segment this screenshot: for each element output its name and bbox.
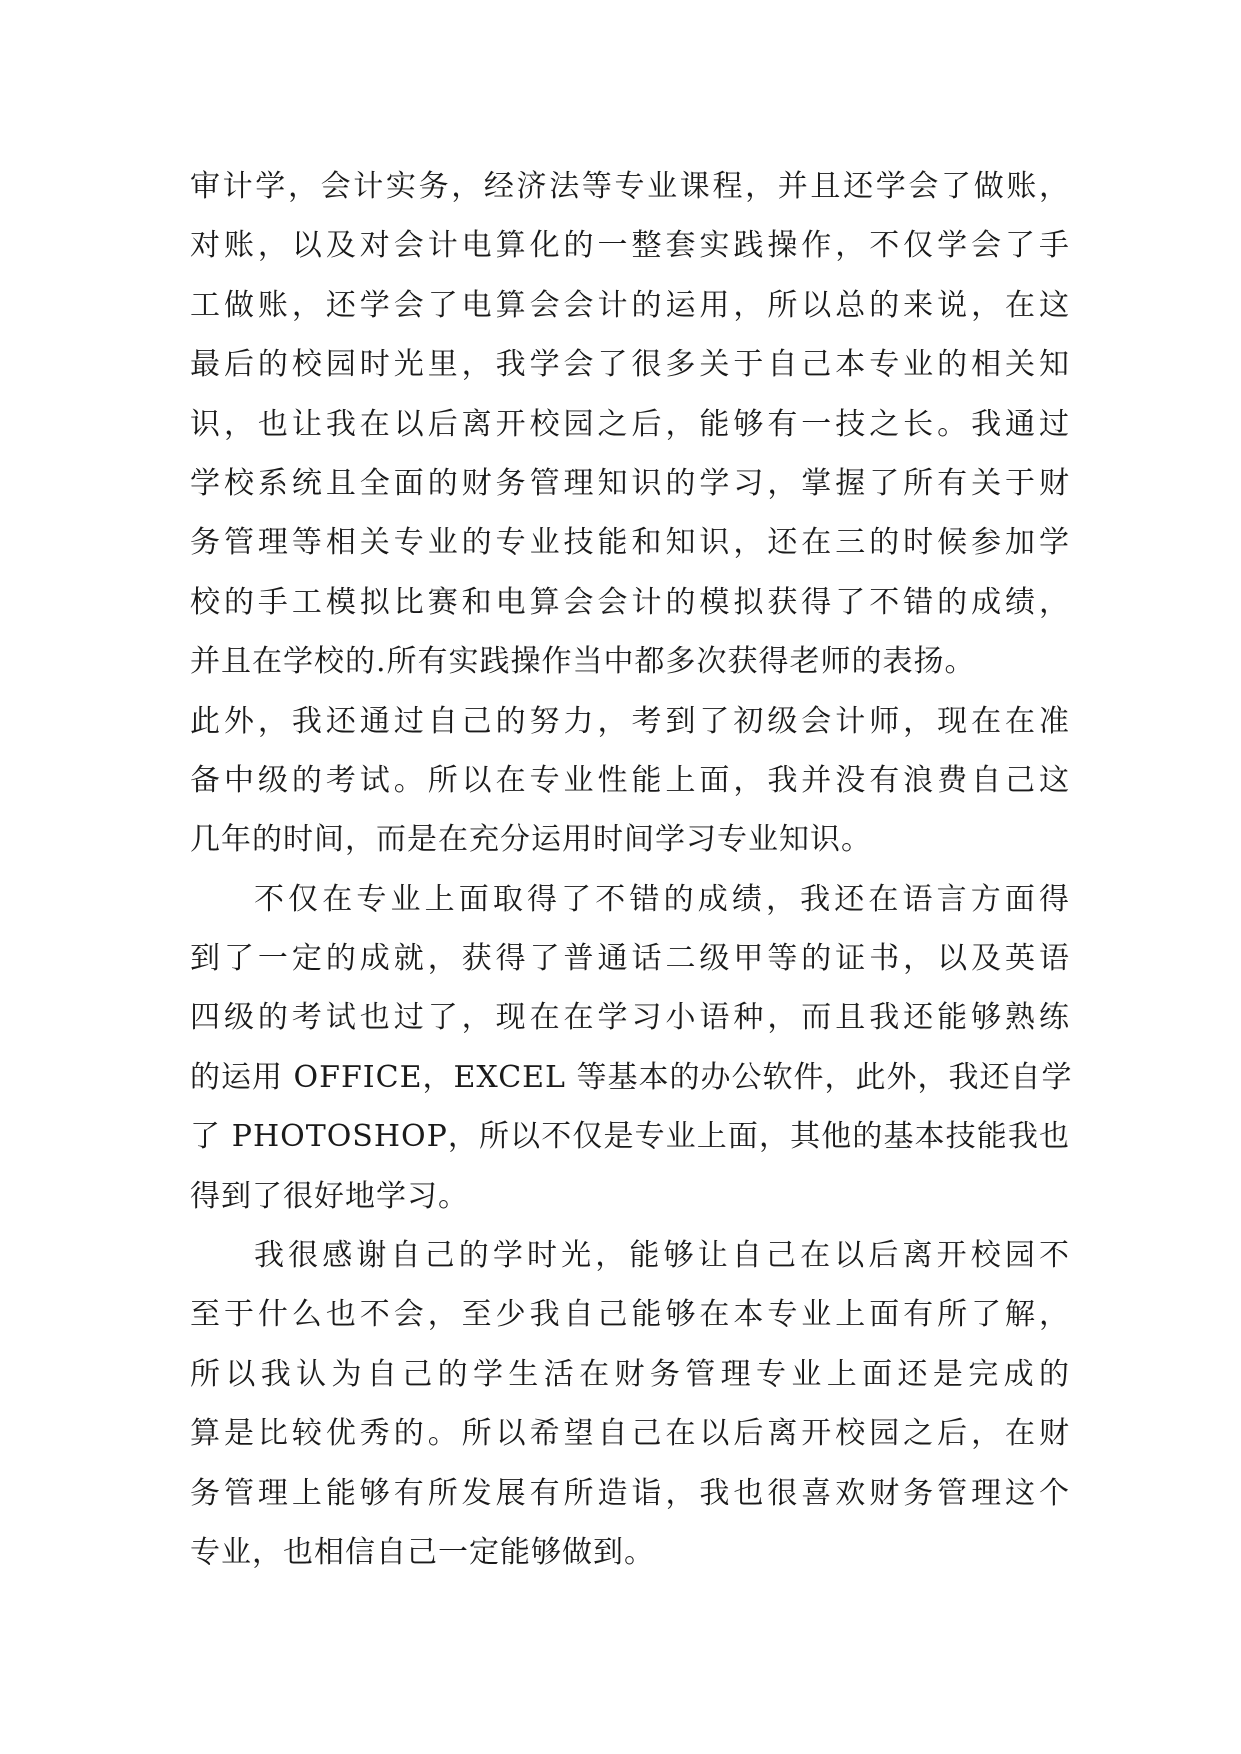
- text-line: 审计学，会计实务，经济法等专业课程，并且还学会了做账，: [190, 169, 1070, 204]
- text-line: 得到了很好地学习。: [190, 1178, 469, 1214]
- document-body: [190, 157, 1073, 1582]
- text-line: 工做账，还学会了电算会会计的运用，所以总的来说，在这: [190, 287, 1070, 323]
- paragraph-1: [190, 157, 1070, 870]
- text-line: 我很感谢自己的学时光，能够让自己在以后离开校园不: [254, 1238, 1070, 1274]
- text-line: 到了一定的成就，获得了普通话二级甲等的证书，以及英语: [190, 941, 1070, 977]
- text-line: 专业，也相信自己一定能够做到。: [190, 1534, 655, 1570]
- text-line: 务管理等相关专业的专业技能和知识，还在三的时候参加学: [190, 525, 1070, 561]
- text-line: 备中级的考试。所以在专业性能上面，我并没有浪费自己这: [190, 762, 1070, 798]
- text-line: 最后的校园时光里，我学会了很多关于自己本专业的相关知: [190, 347, 1070, 383]
- text-line: 几年的时间，而是在充分运用时间学习专业知识。: [190, 822, 872, 858]
- text-line: 四级的考试也过了，现在在学习小语种，而且我还能够熟练: [190, 1000, 1070, 1036]
- text-line: 校的手工模拟比赛和电算会会计的模拟获得了不错的成绩，: [190, 584, 1070, 620]
- text-line: 算是比较优秀的。所以希望自己在以后离开校园之后，在财: [190, 1416, 1070, 1452]
- text-line: 并且在学校的.所有实践操作当中都多次获得老师的表扬。: [190, 644, 976, 680]
- text-line: 务管理上能够有所发展有所造诣，我也很喜欢财务管理这个: [190, 1475, 1070, 1511]
- text-line: 对账，以及对会计电算化的一整套实践操作，不仅学会了手: [190, 228, 1070, 264]
- paragraph-2: [190, 870, 1073, 1226]
- text-line: 识，也让我在以后离开校园之后，能够有一技之长。我通过: [190, 406, 1070, 442]
- paragraph-3: [190, 1226, 1070, 1582]
- text-line: 学校系统且全面的财务管理知识的学习，掌握了所有关于财: [190, 465, 1070, 501]
- text-line: 的运用 OFFICE，EXCEL 等基本的办公软件，此外，我还自学: [190, 1059, 1073, 1095]
- text-line: 不仅在专业上面取得了不错的成绩，我还在语言方面得: [254, 881, 1070, 917]
- text-line: 所以我认为自己的学生活在财务管理专业上面还是完成的: [190, 1356, 1070, 1392]
- text-line: 了 PHOTOSHOP，所以不仅是专业上面，其他的基本技能我也: [190, 1119, 1070, 1155]
- text-line: 此外，我还通过自己的努力，考到了初级会计师，现在在准: [190, 703, 1070, 739]
- text-line: 至于什么也不会，至少我自己能够在本专业上面有所了解，: [190, 1297, 1070, 1333]
